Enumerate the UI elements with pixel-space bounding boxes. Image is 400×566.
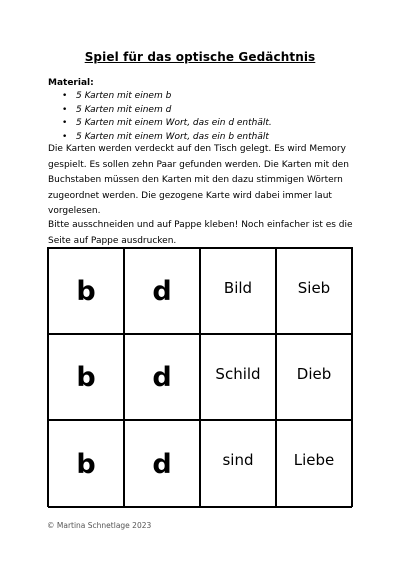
- material-item: • 5 Karten mit einem d: [62, 104, 272, 118]
- card-word: sind: [200, 420, 276, 508]
- card-word: Sieb: [276, 248, 352, 334]
- card-letter-b: b: [48, 334, 124, 420]
- card-word: Liebe: [276, 420, 352, 508]
- card-letter-b: b: [48, 420, 124, 508]
- cut-note-paragraph: Bitte ausschneiden und auf Pappe kleben! Noch einfacher ist es die Seite auf Pappe ausdrucken.: [48, 220, 353, 246]
- card-grid: [47, 247, 353, 507]
- card-letter-d: d: [124, 420, 200, 508]
- card-letter-b: b: [48, 248, 124, 334]
- card-word: Dieb: [276, 334, 352, 420]
- material-heading: Material:: [48, 78, 94, 88]
- card-letter-d: d: [124, 248, 200, 334]
- material-item: • 5 Karten mit einem Wort, das ein d enthält.: [62, 117, 272, 131]
- page-title: Spiel für das optische Gedächtnis: [84, 50, 316, 64]
- material-item: • 5 Karten mit einem b: [62, 90, 272, 104]
- material-item: • 5 Karten mit einem Wort, das ein b enthält: [62, 131, 272, 145]
- copyright-footer: © Martina Schnetlage 2023: [47, 521, 152, 530]
- card-word: Schild: [200, 334, 276, 420]
- card-word: Bild: [200, 248, 276, 334]
- card-letter-d: d: [124, 334, 200, 420]
- material-list: [62, 90, 272, 144]
- instructions-paragraph: Die Karten werden verdeckt auf den Tisch gelegt. Es wird Memory gespielt. Es sollen zehn Paar gefunden werden. Die Karten mit den Buchstaben müssen den Karten mit den dazu stimmigen Wörtern zugeordnet werden. Die gezogene Karte wird dabei immer laut vorgelesen.: [48, 144, 349, 216]
